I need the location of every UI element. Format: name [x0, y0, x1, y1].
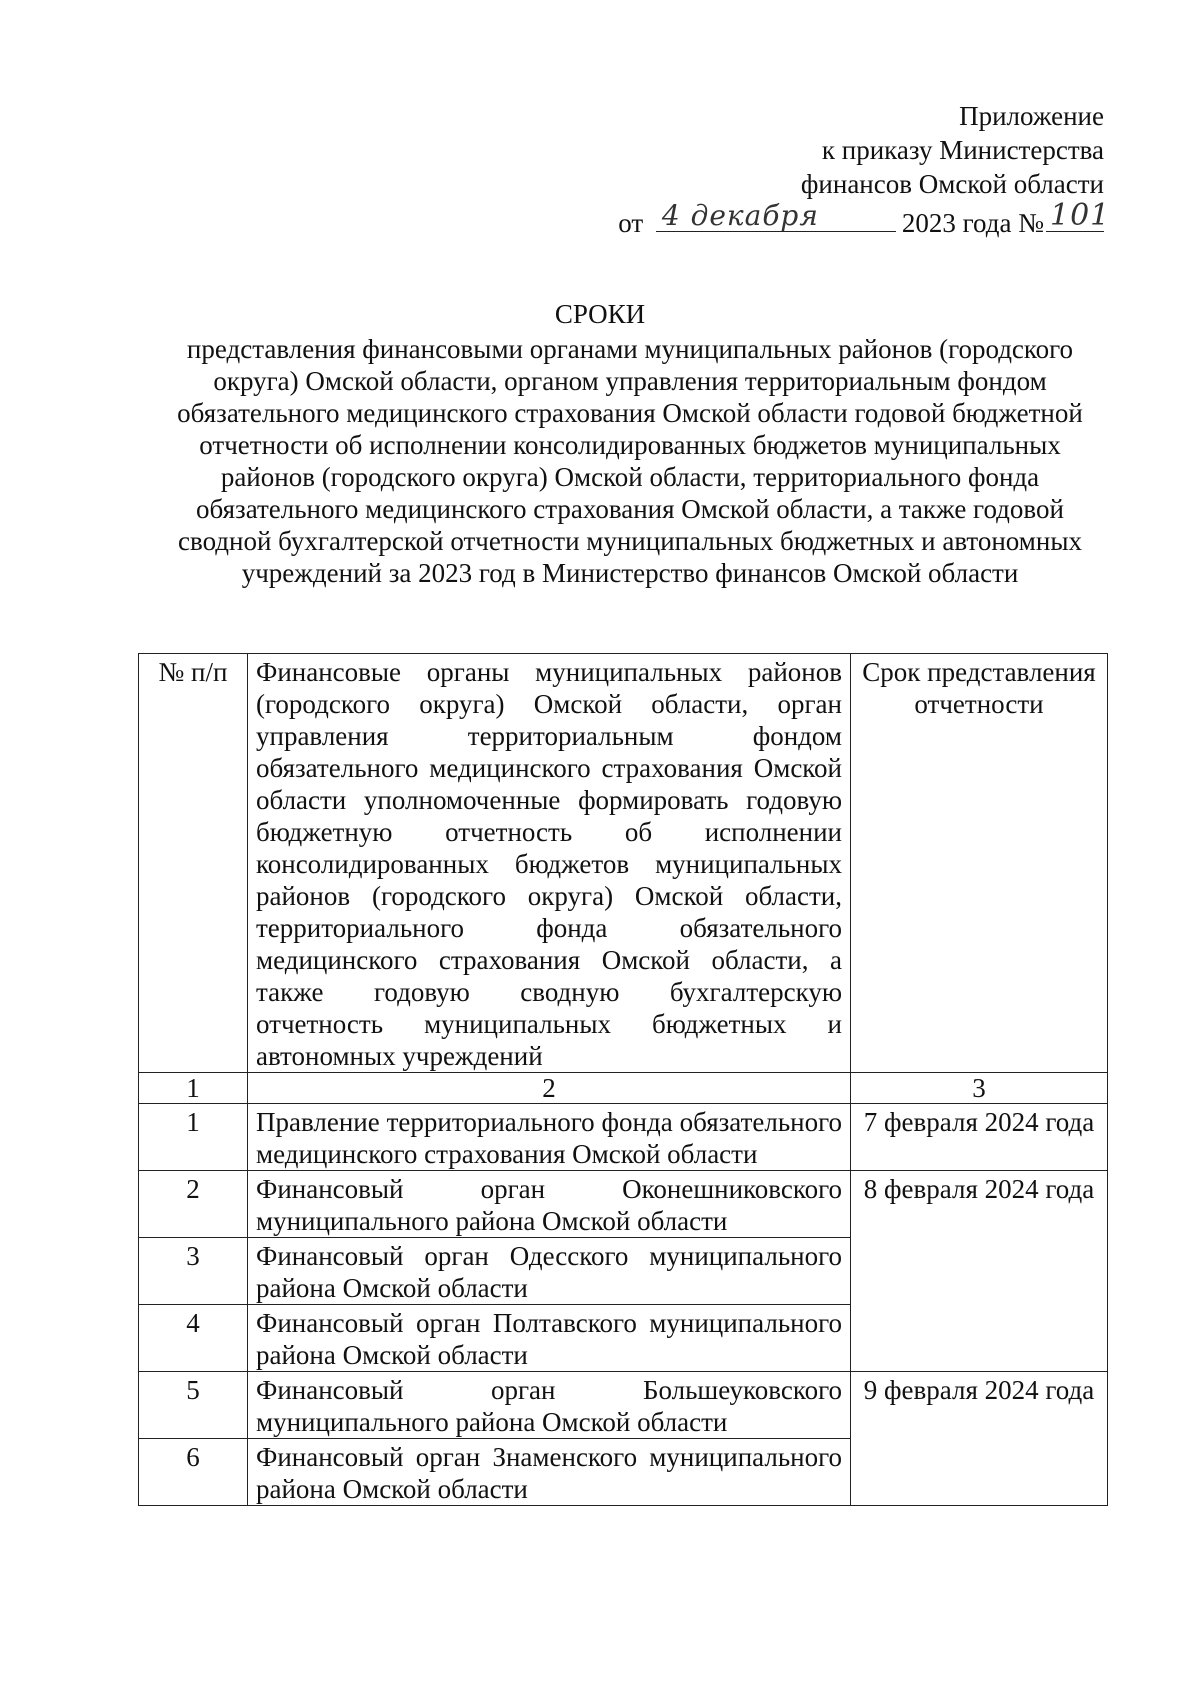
row-organization: Финансовый орган Знаменского муниципального района Омской области	[248, 1439, 851, 1506]
document-subtitle: представления финансовыми органами муниципальных районов (городского округа) Омской области, органом управления территориальным фондом обязательного медицинского страхования Омской области годовой бюджетной отчетности об исполнении консолидированных бюджетов муниципальных районов (городского округа) Омской области, территориального фонда обязательного медицинского страхования Омской области, а также годовой сводной бухгалтерской отчетности муниципальных бюджетных и автономных учреждений за 2023 год в Министерство финансов Омской области	[177, 334, 1083, 588]
deadlines-table	[138, 653, 1108, 1506]
index-cell-2: 2	[248, 1073, 851, 1104]
row-organization: Финансовый орган Полтавского муниципального района Омской области	[248, 1305, 851, 1372]
row-number: 2	[139, 1171, 248, 1238]
number-blank	[1046, 198, 1111, 233]
row-deadline: 8 февраля 2024 года	[851, 1171, 1108, 1372]
index-cell-3: 3	[851, 1073, 1108, 1104]
row-number: 1	[139, 1104, 248, 1171]
date-prefix: от	[618, 208, 644, 238]
table-row	[139, 1171, 1108, 1238]
header-organization: Финансовые органы муниципальных районов (городского округа) Омской области, орган управления территориальным фондом обязательного медицинского страхования Омской области уполномоченные формировать годовую бюджетную отчетность об исполнении консолидированных бюджетов муниципальных районов (городского округа) Омской области, территориального фонда обязательного медицинского страхования Омской области, а также годовую сводную бухгалтерскую отчетность муниципальных бюджетных и автономных учреждений	[248, 654, 851, 1073]
table-index-row	[139, 1073, 1108, 1104]
index-cell-1: 1	[139, 1073, 248, 1104]
table-row	[139, 1104, 1108, 1171]
row-number: 6	[139, 1439, 248, 1506]
appendix-order-ref: к приказу Министерства	[821, 135, 1104, 165]
year-text: 2023 года №	[901, 208, 1044, 238]
appendix-title: Приложение	[959, 101, 1104, 131]
row-number: 4	[139, 1305, 248, 1372]
header-deadline: Срок представления отчетности	[851, 654, 1108, 1073]
handwritten-number: 101	[1050, 198, 1111, 233]
row-deadline: 9 февраля 2024 года	[851, 1372, 1108, 1506]
table-row	[139, 1372, 1108, 1439]
header-number: № п/п	[139, 654, 248, 1073]
row-organization: Финансовый орган Оконешниковского муниципального района Омской области	[248, 1171, 851, 1238]
row-number: 5	[139, 1372, 248, 1439]
date-blank	[656, 201, 896, 232]
table-header-row	[139, 654, 1108, 1073]
row-deadline: 7 февраля 2024 года	[851, 1104, 1108, 1171]
appendix-block	[584, 99, 1111, 240]
appendix-ministry: финансов Омской области	[800, 169, 1104, 199]
row-organization: Финансовый орган Одесского муниципального района Омской области	[248, 1238, 851, 1305]
document-title: СРОКИ	[554, 299, 646, 329]
handwritten-date: 4 декабря	[661, 199, 819, 232]
row-organization: Финансовый орган Большеуковского муниципального района Омской области	[248, 1372, 851, 1439]
row-number: 3	[139, 1238, 248, 1305]
row-organization: Правление территориального фонда обязательного медицинского страхования Омской области	[248, 1104, 851, 1171]
appendix-date-line	[584, 198, 1111, 240]
